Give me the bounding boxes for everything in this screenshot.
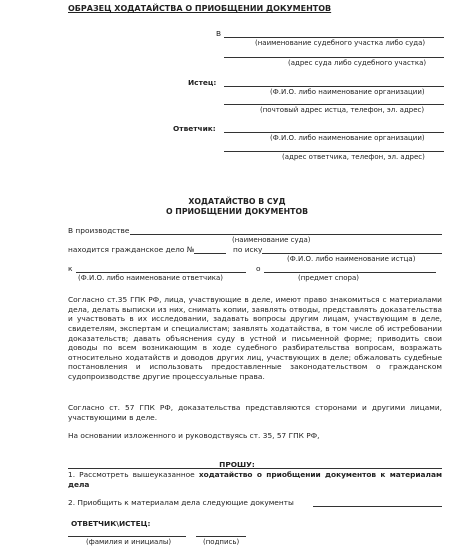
request-item-1-prefix: 1. Рассмотреть вышеуказанное [68,470,195,479]
petition-title: ХОДАТАЙСТВО В СУД [188,197,286,206]
signature-sign-caption: (подпись) [203,538,240,546]
defendant-address-line [224,151,444,152]
plaintiff-caption: (Ф.И.О. либо наименование истца) [287,255,416,263]
court-address-line [224,57,444,58]
court-line [130,234,442,235]
plaintiff-line [262,253,442,254]
document-title: ОБРАЗЕЦ ХОДАТАЙСТВА О ПРИОБЩЕНИИ ДОКУМЕНТОВ [68,4,332,13]
documents-line [313,506,442,507]
request-heading: ПРОШУ: [219,460,255,469]
court-caption: (наименование суда) [232,236,311,244]
plaintiff-address-line [224,104,444,105]
request-item-1 [68,470,442,489]
defendant-line [76,272,246,273]
in-proceedings-label: В производстве [68,226,130,235]
petition-subtitle: О ПРИОБЩЕНИИ ДОКУМЕНТОВ [165,207,309,216]
signature-name-caption: (фамилия и инициалы) [86,538,172,546]
defendant-caption: (Ф.И.О. либо наименование ответчика) [78,274,223,282]
request-item-2: 2. Приобщить к материалам дела следующие документы [68,498,294,507]
paragraph-rights: Согласно ст.35 ГПК РФ, лица, участвующие в деле, имеют право знакомиться с материалами дела, делать выписки из них, снимать копии, заявлять отводы, представлять доказательства и участвовать в их исследовании, задавать вопросы другим лицам, участвующим в деле, свидетелям, экспертам и специалистам; заявлять ходатайства, в том числе об истребовании доказательств; давать объяснения суду в устной и письменной форме; приводить свои доводы по всем возникающим в ходе судебного разбирательства вопросам, возражать относительно ходатайств и доводов других лиц, участвующих в деле; обжаловать судебные постановления и использовать предоставленные законодательством о гражданском судопроизводстве другие процессуальные права. [68,295,442,381]
court-name-caption: (наименование судебного участка либо суда) [255,39,426,47]
k-label: к [68,264,73,273]
case-number-line [194,253,226,254]
defendant-address-caption: (адрес ответчика, телефон, эл. адрес) [282,153,425,161]
subject-line [264,272,436,273]
plaintiff-label: Истец: [188,78,217,87]
plaintiff-name-caption: (Ф.И.О. либо наименование организации) [270,88,425,96]
plaintiff-name-line [224,86,444,87]
on-claim-label: по иску [233,245,263,254]
request-item-1-bold: ходатайство о приобщении документов к материалам дела [68,470,442,489]
to-label: В [216,29,222,38]
signature-heading: ОТВЕТЧИК\ИСТЕЦ: [71,519,151,528]
o-label: о [256,264,261,273]
case-label: находится гражданское дело № [68,245,195,254]
paragraph-evidence: Согласно ст. 57 ГПК РФ, доказательства представляются сторонами и другими лицами, участвующими в деле. [68,403,442,422]
signature-sign-line [196,536,246,537]
court-address-caption: (адрес суда либо судебного участка) [288,59,427,67]
defendant-name-caption: (Ф.И.О. либо наименование организации) [270,134,425,142]
defendant-name-line [224,132,444,133]
signature-name-line [68,536,186,537]
defendant-label: Ответчик: [173,124,216,133]
court-name-line [224,37,444,38]
request-divider [68,468,442,469]
paragraph-basis: На основании изложенного и руководствуясь ст. 35, 57 ГПК РФ, [68,431,320,440]
subject-caption: (предмет спора) [298,274,359,282]
plaintiff-address-caption: (почтовый адрес истца, телефон, эл. адрес) [260,106,425,114]
